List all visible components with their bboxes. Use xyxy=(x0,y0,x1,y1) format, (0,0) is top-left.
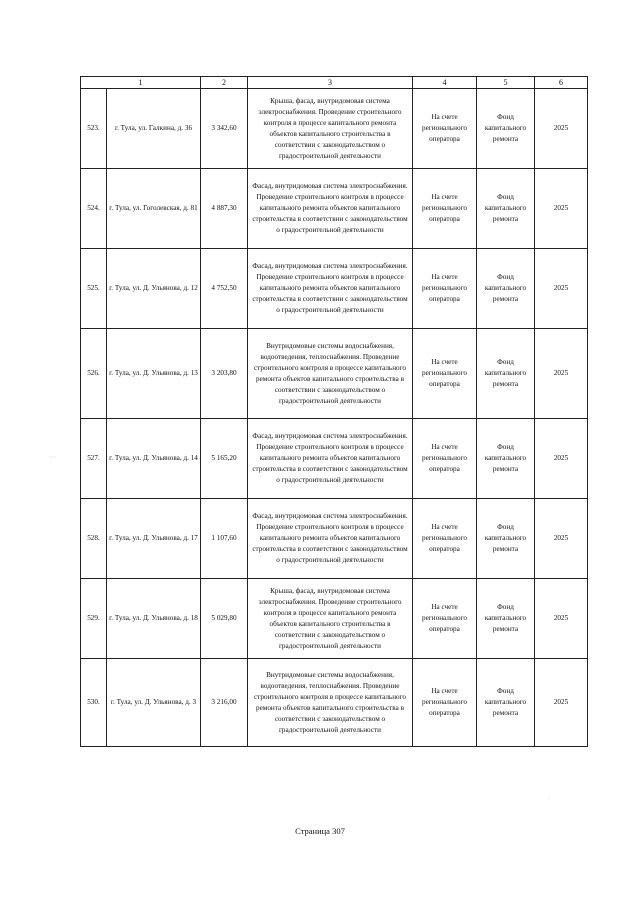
row-number: 527. xyxy=(81,419,107,499)
funding-source-cell: На счете регионального оператора xyxy=(413,169,477,249)
executor-cell: Фонд капитального ремонта xyxy=(477,419,535,499)
year-cell: 2025 xyxy=(535,499,588,579)
address-cell: г. Тула, ул. Д. Ульянова, д. 12 xyxy=(107,249,201,329)
header-col-3: 3 xyxy=(248,77,413,89)
executor-cell: Фонд капитального ремонта xyxy=(477,579,535,659)
funding-source-cell: На счете регионального оператора xyxy=(413,499,477,579)
year-cell: 2025 xyxy=(535,169,588,249)
document-table-container xyxy=(80,76,587,747)
cost-cell: 3 216,00 xyxy=(201,659,248,747)
year-cell: 2025 xyxy=(535,579,588,659)
row-number: 530. xyxy=(81,659,107,747)
funding-source-cell: На счете регионального оператора xyxy=(413,329,477,419)
works-cell: Внутридомовые системы водоснабжения, водоотведения, теплоснабжения. Проведение строительного контроля в процессе капитального ремонта объектов капитального строительства в соответствии с законодательством о градостроительной деятельности xyxy=(248,329,413,419)
address-cell: г. Тула, ул. Д. Ульянова, д. 3 xyxy=(107,659,201,747)
year-cell: 2025 xyxy=(535,249,588,329)
works-cell: Фасад, внутридомовая система электроснабжения. Проведение строительного контроля в процессе капитального ремонта объектов капитального строительства в соответствии с законодательством о градостроительной деятельности xyxy=(248,499,413,579)
works-cell: Крыша, фасад, внутридомовая система электроснабжения. Проведение строительного контроля в процессе капитального ремонта объектов капитального строительства в соответствии с законодательством о градостроительной деятельности xyxy=(248,89,413,169)
page-number: Страница 307 xyxy=(295,826,345,836)
address-cell: г. Тула, ул. Гоголевская, д. 81 xyxy=(107,169,201,249)
works-cell: Фасад, внутридомовая система электроснабжения. Проведение строительного контроля в процессе капитального ремонта объектов капитального строительства в соответствии с законодательством о градостроительной деятельности xyxy=(248,249,413,329)
funding-source-cell: На счете регионального оператора xyxy=(413,659,477,747)
executor-cell: Фонд капитального ремонта xyxy=(477,169,535,249)
scan-speck: · xyxy=(548,796,550,802)
funding-source-cell: На счете регионального оператора xyxy=(413,249,477,329)
funding-source-cell: На счете регионального оператора xyxy=(413,579,477,659)
address-cell: г. Тула, ул. Д. Ульянова, д. 13 xyxy=(107,329,201,419)
row-number: 523. xyxy=(81,89,107,169)
header-col-6: 6 xyxy=(535,77,588,89)
funding-source-cell: На счете регионального оператора xyxy=(413,89,477,169)
year-cell: 2025 xyxy=(535,329,588,419)
row-number: 524. xyxy=(81,169,107,249)
cost-cell: 4 887,30 xyxy=(201,169,248,249)
row-number: 526. xyxy=(81,329,107,419)
year-cell: 2025 xyxy=(535,89,588,169)
table-row xyxy=(81,329,588,419)
address-cell: г. Тула, ул. Д. Ульянова, д. 17 xyxy=(107,499,201,579)
table-row xyxy=(81,499,588,579)
executor-cell: Фонд капитального ремонта xyxy=(477,499,535,579)
cost-cell: 1 107,60 xyxy=(201,499,248,579)
table-row xyxy=(81,89,588,169)
funding-source-cell: На счете регионального оператора xyxy=(413,419,477,499)
year-cell: 2025 xyxy=(535,419,588,499)
executor-cell: Фонд капитального ремонта xyxy=(477,249,535,329)
executor-cell: Фонд капитального ремонта xyxy=(477,329,535,419)
table-row xyxy=(81,579,588,659)
capital-repair-table xyxy=(80,76,588,747)
address-cell: г. Тула, ул. Галкина, д. 36 xyxy=(107,89,201,169)
row-number: 529. xyxy=(81,579,107,659)
cost-cell: 5 029,80 xyxy=(201,579,248,659)
year-cell: 2025 xyxy=(535,659,588,747)
row-number: 525. xyxy=(81,249,107,329)
header-col-2: 2 xyxy=(201,77,248,89)
table-row xyxy=(81,249,588,329)
header-col-1: 1 xyxy=(81,77,201,89)
executor-cell: Фонд капитального ремонта xyxy=(477,89,535,169)
table-row xyxy=(81,419,588,499)
works-cell: Фасад, внутридомовая система электроснабжения. Проведение строительного контроля в процессе капитального ремонта объектов капитального строительства в соответствии с законодательством о градостроительной деятельности xyxy=(248,169,413,249)
header-col-5: 5 xyxy=(477,77,535,89)
works-cell: Крыша, фасад, внутридомовая система электроснабжения. Проведение строительного контроля в процессе капитального ремонта объектов капитального строительства в соответствии с законодательством о градостроительной деятельности xyxy=(248,579,413,659)
executor-cell: Фонд капитального ремонта xyxy=(477,659,535,747)
header-row xyxy=(81,77,588,89)
table-row xyxy=(81,659,588,747)
row-number: 528. xyxy=(81,499,107,579)
table-row xyxy=(81,169,588,249)
cost-cell: 5 165,20 xyxy=(201,419,248,499)
scan-speck: · · xyxy=(50,455,56,461)
header-col-4: 4 xyxy=(413,77,477,89)
address-cell: г. Тула, ул. Д. Ульянова, д. 18 xyxy=(107,579,201,659)
works-cell: Внутридомовые системы водоснабжения, водоотведения, теплоснабжения. Проведение строительного контроля в процессе капитального ремонта объектов капитального строительства в соответствии с законодательством о градостроительной деятельности xyxy=(248,659,413,747)
address-cell: г. Тула, ул. Д. Ульянова, д. 14 xyxy=(107,419,201,499)
cost-cell: 3 203,80 xyxy=(201,329,248,419)
works-cell: Фасад, внутридомовая система электроснабжения. Проведение строительного контроля в процессе капитального ремонта объектов капитального строительства в соответствии с законодательством о градостроительной деятельности xyxy=(248,419,413,499)
cost-cell: 4 752,50 xyxy=(201,249,248,329)
cost-cell: 3 342,60 xyxy=(201,89,248,169)
